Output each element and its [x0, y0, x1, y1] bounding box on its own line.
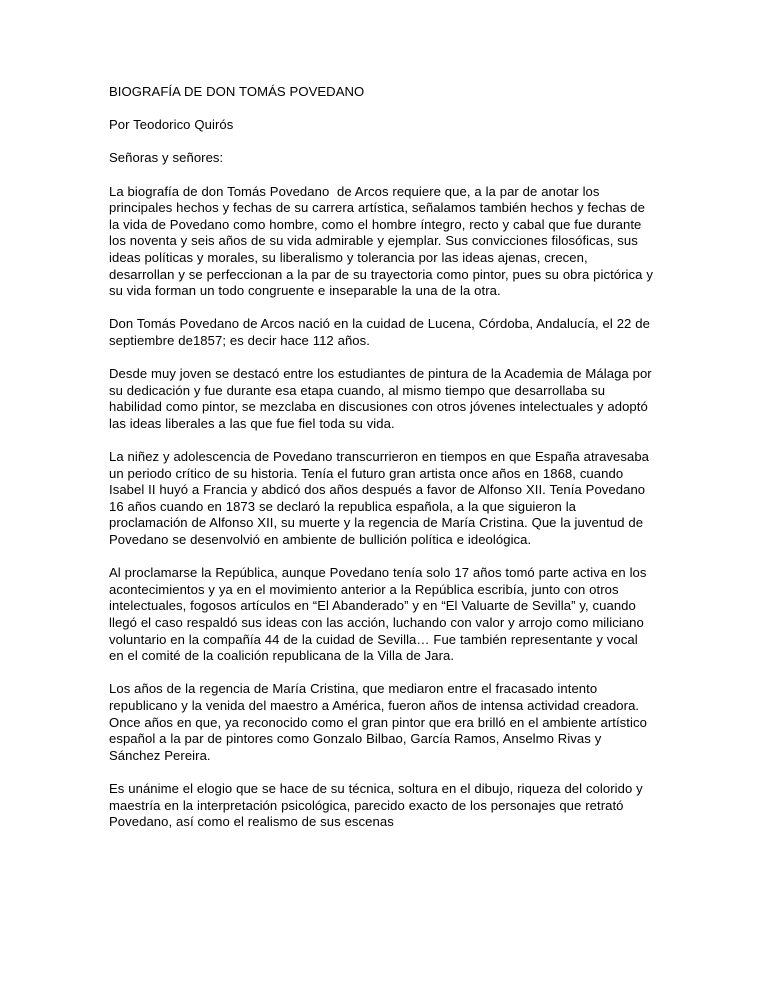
document-body — [109, 84, 655, 831]
document-salutation: Señoras y señores: — [109, 150, 224, 166]
body-paragraph-6: Los años de la regencia de María Cristina, que mediaron entre el fracasado intento republicano y la venida del maestro a América, fueron años de intensa actividad creadora. Once años en que, ya reconocido como el gran pintor que era brilló en el ambiente artístico español a la par de pintores como Gonzalo Bilbao, García Ramos, Anselmo Rivas y Sánchez Pereira. — [109, 681, 651, 763]
body-paragraph-2: Don Tomás Povedano de Arcos nació en la cuidad de Lucena, Córdoba, Andalucía, el 22 de septiembre de1857; es decir hace 112 años. — [109, 316, 654, 348]
body-paragraph-3: Desde muy joven se destacó entre los estudiantes de pintura de la Academia de Málaga por su dedicación y fue durante esa etapa cuando, al mismo tiempo que desarrollaba su habilidad como pintor, se mezclaba en discusiones con otros jóvenes intelectuales y adoptó las ideas liberales a las que fue fiel toda su vida. — [109, 366, 656, 431]
body-paragraph-1: La biografía de don Tomás Povedano de Arcos requiere que, a la par de anotar los principales hechos y fechas de su carrera artística, señalamos también hechos y fechas de la vida de Povedano como hombre, como el hombre íntegro, recto y cabal que fue durante los noventa y seis años de su vida admirable y ejemplar. Sus convicciones filosóficas, sus ideas políticas y morales, su liberalismo y tolerancia por las ideas ajenas, crecen, desarrollan y se perfeccionan a la par de su trayectoria como pintor, pues su obra pictórica y su vida forman un todo congruente e inseparable la una de la otra. — [109, 183, 657, 299]
document-byline: Por Teodorico Quirós — [109, 117, 234, 133]
body-paragraph-4: La niñez y adolescencia de Povedano transcurrieron en tiempos en que España atravesaba un periodo crítico de su historia. Tenía el futuro gran artista once años en 1868, cuando Isabel II huyó a Francia y abdicó dos años después a favor de Alfonso XII. Tenía Povedano 16 años cuando en 1873 se declaró la republica española, a la que siguieron la proclamación de Alfonso XII, su muerte y la regencia de María Cristina. Que la juventud de Povedano se desenvolvió en ambiente de bullición política e ideológica. — [109, 449, 653, 548]
body-paragraph-7: Es unánime el elogio que se hace de su técnica, soltura en el dibujo, riqueza del colorido y maestría en la interpretación psicológica, parecido exacto de los personajes que retrató Povedano, así como el realismo de sus escenas — [109, 780, 647, 830]
body-paragraph-5: Al proclamarse la República, aunque Povedano tenía solo 17 años tomó parte activa en los acontecimientos y ya en el movimiento anterior a la República escribía, junto con otros intelectuales, fogosos artículos en “El Abanderado” y en “El Valuarte de Sevilla” y, cuando llegó el caso respaldó sus ideas con las acción, luchando con valor y arrojo como miliciano voluntario en la compañía 44 de la cuidad de Sevilla… Fue también representante y vocal en el comité de la coalición republicana de la Villa de Jara. — [109, 565, 651, 664]
document-title: BIOGRAFÍA DE DON TOMÁS POVEDANO — [109, 84, 365, 99]
